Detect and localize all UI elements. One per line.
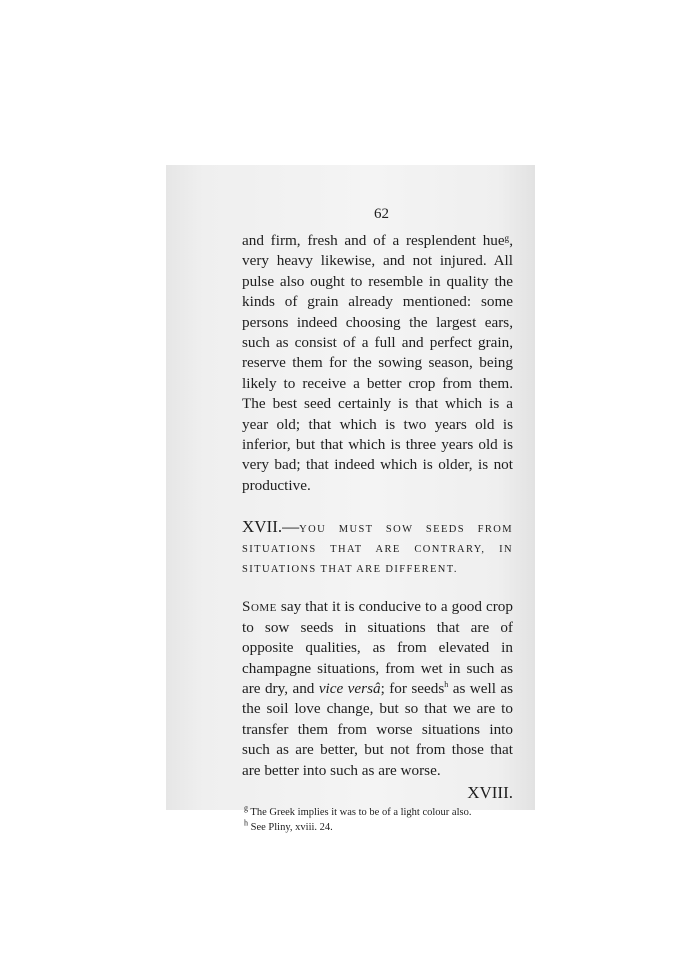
section-number: XVII.— xyxy=(242,517,300,537)
footnote-text: See Pliny, xviii. 24. xyxy=(248,821,333,833)
section-title: YOU MUST SOW SEEDS FROM SITUATIONS THAT ARE CONTRARY, IN SITUATIONS THAT ARE DIFFERENT. xyxy=(242,524,513,576)
footnote-mark: g xyxy=(244,803,248,813)
footnote-mark: h xyxy=(244,818,248,828)
paragraph xyxy=(242,231,513,496)
catchword: XVIII. xyxy=(467,782,513,802)
paragraph xyxy=(242,597,513,781)
paragraph-2-text-c: as well as the soil love change, but so that we are to transfer them from worse situations into such as are better, but not from those that are better into such as are worse. xyxy=(242,679,514,779)
page-text xyxy=(242,205,513,835)
section-heading xyxy=(242,517,513,579)
paragraph-2-italic: vice versâ xyxy=(318,679,381,697)
paragraph-2-lead: Some xyxy=(242,598,277,616)
footnote xyxy=(242,820,513,835)
paragraph-2-text-b: ; for seeds xyxy=(380,679,445,697)
paragraph-1-text: and firm, fresh and of a resplendent hueᵍ, very heavy likewise, and not injured. All pulse also ought to resemble in quality the kinds of grain already mentioned: some persons indeed choosing the largest ears, such as consist of a full and perfect grain, reserve them for the sowing season, being likely to receive a better crop from them. The best seed certainly is that which is a year old; that which is two years old is inferior, but that which is three years old is very bad; that indeed which is older, is not productive. xyxy=(242,232,513,494)
footnote-ref: h xyxy=(444,679,449,689)
footnote-text: The Greek implies it was to be of a light colour also. xyxy=(248,806,472,818)
page-number: 62 xyxy=(374,206,389,222)
footnotes xyxy=(242,805,513,835)
paragraph-2-text: say that it is conducive to a good crop to sow seeds in situations that are of opposite qualities, as from elevated in champagne situations, from wet in such as are dry, and xyxy=(242,598,513,697)
footnote xyxy=(242,805,513,820)
